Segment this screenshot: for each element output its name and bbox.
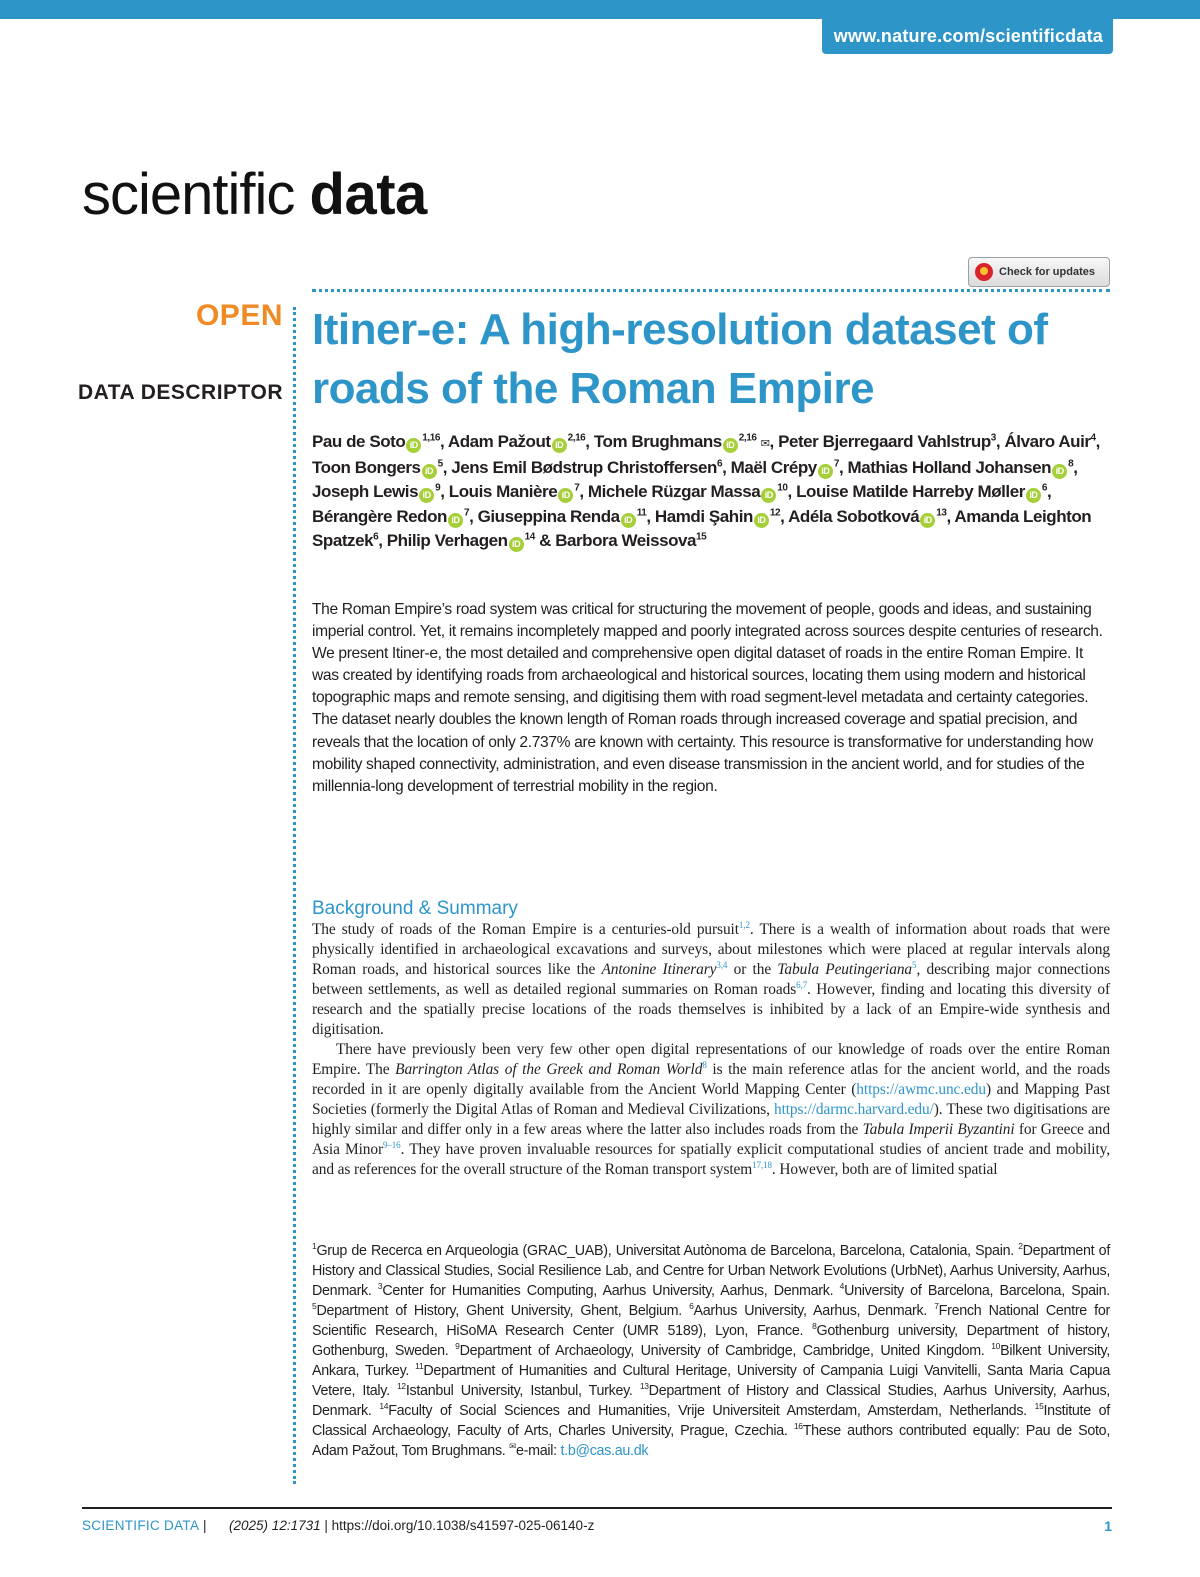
orcid-icon[interactable]: iD xyxy=(621,513,636,528)
footer-doi-link[interactable]: https://doi.org/10.1038/s41597-025-06140-z xyxy=(331,1518,595,1533)
author-list: Pau de Soto iD$^{1,16}$, Adam Pažout iD$^{2,16}$, Tom Brughmans iD$^{2,16}$ ✉, Peter Bjerregaard Vahlstrup$^3$, Álvaro Auir$^4$, Toon Bongers $iD^5$, Jens Emil Bødstrup Christoffersen$^6$, Maël Crépy $iD^7$, Mathias Holland Johansen $iD^8$, Joseph Lewis $iD^9$, Louis Manière $iD^7$, Michele Rüzgar Massa $iD^{10}$, Louise Matilde Harreby Møller $iD^6$, Bérangère Redon $iD^7$, Giuseppina Renda $iD^{11}$, Hamdi Şahin $iD^{12}$, Adéla Sobotková $iD^{13}$, Amanda Leighton Spatzek$^6$, Philip Verhagen $iD^{14}$ & Barbora Weissova$^{15}$ xyxy=(312,432,1100,550)
affiliation-text: Aarhus University, Aarhus, Denmark. xyxy=(693,1303,928,1319)
author-affiliation-ref: 9 xyxy=(435,482,441,494)
orcid-icon[interactable]: iD xyxy=(723,438,738,453)
affiliation-number: 5 xyxy=(312,1301,317,1312)
author-affiliation-ref: 5 xyxy=(437,458,443,470)
left-margin-divider xyxy=(293,307,296,1484)
author-affiliation-ref: 6 xyxy=(716,458,723,470)
affiliation-text: Bilkent University, Ankara, Turkey. xyxy=(312,1343,1110,1379)
citation-ref[interactable]: 17,18 xyxy=(752,1159,772,1170)
affiliation-number: 2 xyxy=(1018,1241,1023,1252)
affiliation-text: Faculty of Social Sciences and Humanities, Vrije Universiteit Amsterdam, Amsterdam, Netherlands. xyxy=(388,1403,1027,1419)
author-name[interactable]: Michele Rüzgar Massa xyxy=(587,482,761,502)
email-label: e-mail: xyxy=(516,1443,561,1459)
italic-title: Tabula Peutingeriana xyxy=(777,961,913,978)
orcid-icon[interactable]: iD xyxy=(419,488,434,503)
italic-title: Antonine Itinerary xyxy=(601,961,717,978)
author-affiliation-ref: 2,16 xyxy=(738,432,757,444)
affiliation-text: Istanbul University, Istanbul, Turkey. xyxy=(405,1383,633,1399)
affiliation-number: 9 xyxy=(455,1341,460,1352)
affiliation-number: 7 xyxy=(934,1301,939,1312)
author-affiliation-ref: 14 xyxy=(524,531,535,543)
orcid-icon[interactable]: iD xyxy=(1052,464,1067,479)
author-name[interactable]: Álvaro Auir xyxy=(1004,432,1091,451)
author-name[interactable]: Philip Verhagen xyxy=(386,530,508,550)
orcid-icon[interactable]: iD xyxy=(1026,488,1041,503)
author-name[interactable]: Louis Manière xyxy=(448,482,558,502)
orcid-icon[interactable]: iD xyxy=(558,488,573,503)
affiliation-number: 4 xyxy=(839,1281,845,1292)
author-name[interactable]: Giuseppina Renda xyxy=(477,506,620,526)
envelope-icon[interactable]: ✉ xyxy=(760,438,770,450)
affiliation-number: 10 xyxy=(991,1341,1001,1352)
citation-ref[interactable]: 1,2 xyxy=(738,919,750,930)
affiliation-number: 15 xyxy=(1034,1401,1044,1412)
footer-citation: (2025) 12:1731 xyxy=(229,1518,321,1533)
author-name[interactable]: Louise Matilde Harreby Møller xyxy=(796,482,1025,502)
author-affiliation-ref: 1,16 xyxy=(422,432,440,444)
journal-logo[interactable] xyxy=(82,160,427,230)
abstract: The Roman Empire’s road system was critical for structuring the movement of people, goods and ideas, and sustaining imperial control. Yet, it remains incompletely mapped and poorly integrated across sources despite centuries of research. We present Itiner-e, the most detailed and comprehensive open digital dataset of roads in the entire Roman Empire. It was created by identifying roads from archaeological and historical sources, locating them using modern and historical topographic maps and remote sensing, and digitising them with road segment-level metadata and certainty categories. The dataset nearly doubles the known length of Roman roads through increased coverage and spatial precision, and reveals that the location of only 2.737% are known with certainty. This resource is transformative for understanding how mobility shaped connectivity, administration, and even disease transmission in the ancient world, and for studies of the millennia-long development of terrestrial mobility in the region. xyxy=(312,601,1103,795)
author-affiliation-ref: 3 xyxy=(990,432,996,444)
citation-ref[interactable]: 8 xyxy=(702,1059,707,1070)
footer-journal-name: SCIENTIFIC DATA xyxy=(82,1518,200,1533)
affiliation-text: University of Barcelona, Barcelona, Spain. xyxy=(844,1283,1110,1299)
italic-title: Barrington Atlas of the Greek and Roman World xyxy=(395,1061,703,1078)
author-affiliation-ref: 13 xyxy=(936,506,947,518)
affiliation-number: 12 xyxy=(396,1381,406,1392)
author-name[interactable]: Amanda Leighton Spatzek xyxy=(312,506,1092,550)
author-affiliation-ref: 7 xyxy=(463,506,470,518)
affiliation-number: 6 xyxy=(689,1301,694,1312)
author-name[interactable]: Maël Crépy xyxy=(730,458,817,478)
citation-ref[interactable]: 9–16 xyxy=(382,1139,401,1150)
author-name[interactable]: Jens Emil Bødstrup Christoffersen xyxy=(451,458,717,478)
crossmark-icon xyxy=(975,263,993,281)
citation-ref[interactable]: 5 xyxy=(912,959,917,970)
affiliation-text: Department of History and Classical Studies, Social Resilience Lab, and Centre for Urban Network Evolutions (UrbNet), Aarhus University, Aarhus, Denmark. xyxy=(312,1243,1110,1299)
title-divider xyxy=(312,289,1110,292)
body-link[interactable]: https://darmc.harvard.edu/ xyxy=(773,1101,934,1118)
orcid-icon[interactable]: iD xyxy=(761,488,776,503)
affiliation-number: 16 xyxy=(793,1421,803,1432)
affiliation-text: French National Centre for Scientific Research, HiSoMA Research Center (UMR 5189), Lyon, France. xyxy=(312,1303,1110,1339)
logo-word-scientific: scientific xyxy=(82,162,295,227)
author-affiliation-ref: 7 xyxy=(833,458,839,470)
body-paragraph-2: There have previously been very few other open digital representations of our knowledge of roads over the entire Roman Empire. The Barrington Atlas of the Greek and Roman World$^8$ is the main reference atlas for the ancient world, and the roads recorded in it are openly digitally available from the Ancient World Mapping Center (https://awmc.unc.edu) and Mapping Past Societies (formerly the Digital Atlas of Roman and Medieval Civilizations, https://darmc.harvard.edu/). These two digitisations are highly similar and differ only in a few areas where the latter also includes roads from the Tabula Imperii Byzantini for Greece and Asia Minor$^{9-16}$. They have proven invaluable resources for spatially explicit computational studies of ancient trade and mobility, and as references for the overall structure of the Roman transport system$^{17,18}$. However, both are of limited spatial xyxy=(312,1041,1110,1178)
author-affiliation-ref: 11 xyxy=(636,506,647,518)
body-link[interactable]: https://awmc.unc.edu xyxy=(856,1081,986,1098)
author-affiliation-ref: 12 xyxy=(769,506,781,518)
author-name[interactable]: Pau de Soto xyxy=(312,432,406,451)
affiliation-text: Department of History, Ghent University, Ghent, Belgium. xyxy=(316,1303,682,1319)
email-link[interactable]: t.b@cas.au.dk xyxy=(560,1443,649,1459)
check-for-updates-button[interactable] xyxy=(968,257,1110,287)
top-color-bar xyxy=(0,0,1200,19)
affiliation-number: 3 xyxy=(377,1281,383,1292)
check-for-updates-label: Check for updates xyxy=(999,266,1095,278)
page-footer: SCIENTIFIC DATA | (2025) 12:1731 | https://doi.org/10.1038/s41597-025-06140-z 1 xyxy=(82,1518,1112,1534)
author-affiliation-ref: 6 xyxy=(373,531,379,543)
affiliation-text: Department of Archaeology, University of Cambridge, Cambridge, United Kingdom. xyxy=(459,1343,985,1359)
author-name[interactable]: Adam Pažout xyxy=(447,432,551,451)
author-affiliation-ref: 2,16 xyxy=(567,432,586,444)
author-affiliation-ref: 8 xyxy=(1068,458,1074,470)
affiliation-text: Gothenburg university, Department of history, Gothenburg, Sweden. xyxy=(312,1323,1110,1359)
author-affiliation-ref: 6 xyxy=(1041,482,1047,494)
author-name[interactable]: Hamdi Şahin xyxy=(654,506,753,526)
author-name[interactable]: Toon Bongers xyxy=(312,458,421,478)
article-title: Itiner-e: A high-resolution dataset of roads of the Roman Empire xyxy=(312,305,1048,413)
affiliation-text: Department of History and Classical Studies, Aarhus University, Aarhus, Denmark. xyxy=(312,1383,1110,1419)
author-name[interactable]: Barbora Weissova xyxy=(555,530,697,550)
body-paragraph-1: The study of roads of the Roman Empire is a centuries-old pursuit$^{1,2}$. There is a wealth of information about roads that were physically identified in archaeological excavations and surveys, about milestones which were placed at regular intervals along Roman roads, and historical sources like the Antonine Itinerary$^{3,4}$ or the Tabula Peutingeriana$^5$, describing major connections between settlements, as well as detailed regional summaries on Roman roads$^{6,7}$. However, finding and locating this diversity of research and the spatially precise locations of the roads themselves is inhibited by a lack of an Empire-wide synthesis and digitisation. xyxy=(312,919,1111,1038)
author-name[interactable]: Bérangère Redon xyxy=(312,506,447,526)
orcid-icon[interactable]: iD xyxy=(754,513,769,528)
author-affiliation-ref: 7 xyxy=(574,482,580,494)
envelope-icon: ✉ xyxy=(509,1441,516,1452)
footer-rule xyxy=(82,1507,1112,1509)
orcid-icon[interactable]: iD xyxy=(509,537,524,552)
affiliation-number: 13 xyxy=(639,1381,649,1392)
author-name[interactable]: Adéla Sobotková xyxy=(788,506,920,526)
affiliation-text: Institute of Classical Archaeology, Faculty of Arts, Charles University, Prague, Czechia. xyxy=(312,1403,1110,1439)
author-name[interactable]: Joseph Lewis xyxy=(312,482,419,502)
orcid-icon[interactable]: iD xyxy=(406,438,421,453)
affiliation-text: Department of Humanities and Cultural Heritage, University of Campania Luigi Vanvitelli, Santa Maria Capua Vetere, Italy. xyxy=(312,1363,1110,1399)
logo-word-data: data xyxy=(309,162,427,227)
author-affiliation-ref: 4 xyxy=(1090,432,1096,444)
author-name[interactable]: Mathias Holland Johansen xyxy=(847,458,1052,478)
page-number: 1 xyxy=(1104,1518,1112,1534)
body-text xyxy=(312,920,1110,1180)
orcid-icon[interactable]: iD xyxy=(818,464,833,479)
orcid-icon[interactable]: iD xyxy=(422,464,437,479)
affiliation-number: 8 xyxy=(812,1321,817,1332)
author-name[interactable]: Tom Brughmans xyxy=(593,432,722,451)
author-name[interactable]: Peter Bjerregaard Vahlstrup xyxy=(778,432,991,451)
author-affiliation-ref: 15 xyxy=(696,531,707,543)
author-affiliation-ref: 10 xyxy=(777,482,788,494)
citation-ref[interactable]: 3,4 xyxy=(716,959,728,970)
journal-url-link[interactable]: www.nature.com/scientificdata xyxy=(822,19,1113,54)
affiliation-number: 11 xyxy=(415,1361,424,1372)
orcid-icon[interactable]: iD xyxy=(920,513,935,528)
orcid-icon[interactable]: iD xyxy=(448,513,463,528)
affiliation-text: Center for Humanities Computing, Aarhus University, Aarhus, Denmark. xyxy=(382,1283,834,1299)
affiliation-number: 1 xyxy=(312,1241,317,1252)
italic-title: Tabula Imperii Byzantini xyxy=(862,1121,1015,1138)
citation-ref[interactable]: 6,7 xyxy=(796,979,808,990)
affiliation-number: 14 xyxy=(379,1401,389,1412)
affiliations-footnote xyxy=(312,1241,1110,1461)
affiliation-text: These authors contributed equally: Pau de Soto, Adam Pažout, Tom Brughmans. xyxy=(312,1423,1110,1459)
open-access-label: OPEN xyxy=(195,299,283,332)
orcid-icon[interactable]: iD xyxy=(552,438,567,453)
article-type-label: DATA DESCRIPTOR xyxy=(77,381,283,404)
affiliation-text: Grup de Recerca en Arqueologia (GRAC_UAB), Universitat Autònoma de Barcelona, Barcelona, Catalonia, Spain. xyxy=(316,1243,1014,1259)
section-heading-background: Background & Summary xyxy=(312,898,518,919)
